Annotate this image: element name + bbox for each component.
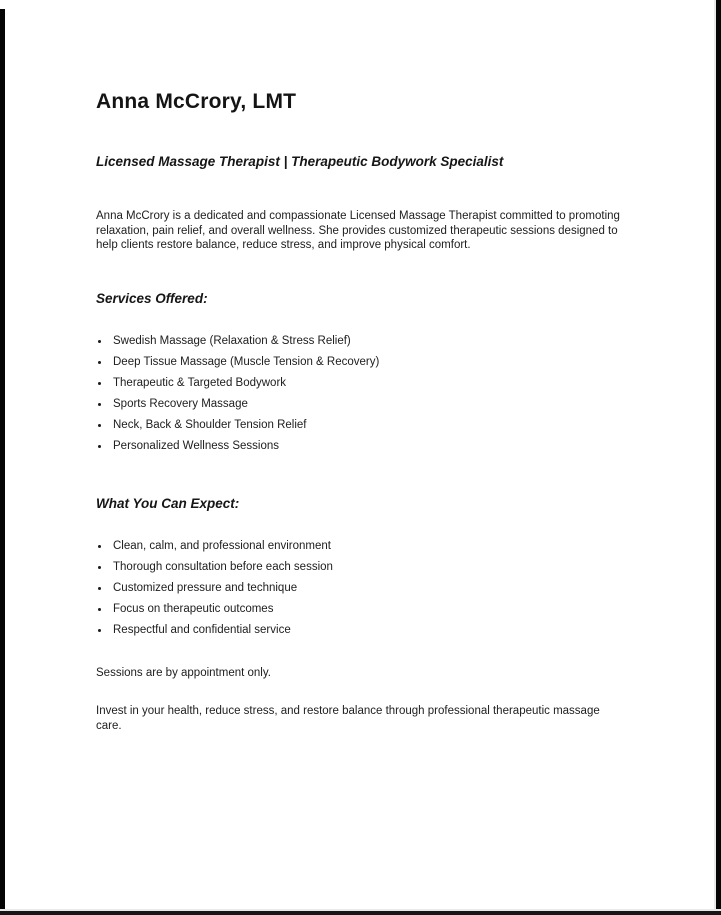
bullet-icon bbox=[98, 545, 101, 548]
intro-paragraph: Anna McCrory is a dedicated and compassionate Licensed Massage Therapist committed to promoting relaxation, pain relief, and overall wellness. She provides customized therapeutic sessions designed to help clients restore balance, reduce stress, and improve physical comfort. bbox=[96, 210, 620, 251]
list-item-text: Clean, calm, and professional environment bbox=[113, 539, 331, 552]
list-item-text: Thorough consultation before each session bbox=[113, 560, 333, 573]
appointment-note: Sessions are by appointment only. bbox=[96, 666, 271, 679]
list-item-text: Customized pressure and technique bbox=[113, 581, 298, 594]
document-content bbox=[96, 0, 626, 733]
expectations-heading: What You Can Expect: bbox=[96, 495, 240, 511]
list-item-text: Focus on therapeutic outcomes bbox=[113, 602, 274, 615]
bullet-icon bbox=[98, 629, 101, 632]
bullet-icon bbox=[98, 382, 101, 385]
expectations-list bbox=[96, 512, 626, 641]
list-item-text: Respectful and confidential service bbox=[113, 623, 291, 636]
bullet-icon bbox=[98, 566, 101, 569]
bullet-icon bbox=[98, 445, 101, 448]
list-item bbox=[96, 331, 626, 352]
list-item bbox=[96, 415, 626, 436]
scan-edge-bottom bbox=[0, 911, 721, 915]
list-item bbox=[96, 373, 626, 394]
bullet-icon bbox=[98, 403, 101, 406]
list-item bbox=[96, 436, 626, 457]
list-item bbox=[96, 352, 626, 373]
list-item bbox=[96, 578, 626, 599]
bullet-icon bbox=[98, 340, 101, 343]
bullet-icon bbox=[98, 424, 101, 427]
list-item-text: Therapeutic & Targeted Bodywork bbox=[113, 376, 287, 389]
scan-edge-right bbox=[716, 0, 721, 911]
scan-edge-left bbox=[0, 9, 5, 915]
document-subtitle: Licensed Massage Therapist | Therapeutic Bodywork Specialist bbox=[96, 154, 504, 169]
list-item-text: Deep Tissue Massage (Muscle Tension & Recovery) bbox=[113, 355, 380, 368]
bullet-icon bbox=[98, 587, 101, 590]
bullet-icon bbox=[98, 361, 101, 364]
list-item-text: Personalized Wellness Sessions bbox=[113, 439, 279, 452]
services-heading: Services Offered: bbox=[96, 290, 208, 306]
list-item bbox=[96, 599, 626, 620]
services-list bbox=[96, 307, 626, 457]
list-item bbox=[96, 557, 626, 578]
closing-paragraph: Invest in your health, reduce stress, and restore balance through professional therapeutic massage care. bbox=[96, 705, 600, 732]
list-item bbox=[96, 536, 626, 557]
list-item-text: Neck, Back & Shoulder Tension Relief bbox=[113, 418, 307, 431]
list-item bbox=[96, 620, 626, 641]
list-item bbox=[96, 394, 626, 415]
document-title: Anna McCrory, LMT bbox=[96, 90, 297, 113]
list-item-text: Sports Recovery Massage bbox=[113, 397, 248, 410]
bullet-icon bbox=[98, 608, 101, 611]
list-item-text: Swedish Massage (Relaxation & Stress Relief) bbox=[113, 334, 351, 347]
